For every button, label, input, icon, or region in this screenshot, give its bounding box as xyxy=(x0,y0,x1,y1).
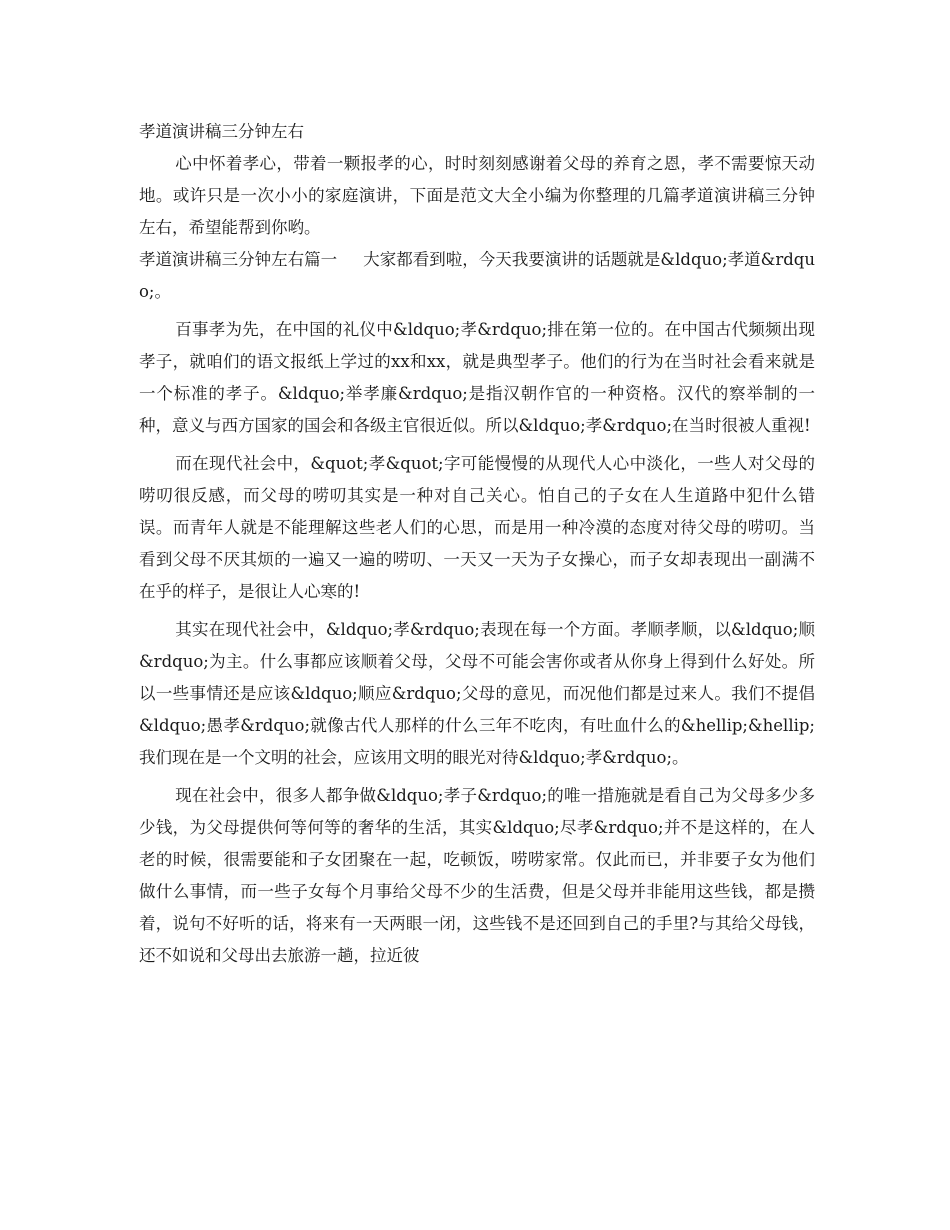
intro-paragraph: 心中怀着孝心，带着一颗报孝的心，时时刻刻感谢着父母的养育之恩，孝不需要惊天动地。或许只是一次小小的家庭演讲，下面是范文大全小编为你整理的几篇孝道演讲稿三分钟左右，希望能帮到你哟。 xyxy=(139,154,815,237)
body-paragraph: 而在现代社会中，&quot;孝&quot;字可能慢慢的从现代人心中淡化，一些人对父母的唠叨很反感，而父母的唠叨其实是一种对自己关心。怕自己的子女在人生道路中犯什么错误。而青年人就是不能理解这些老人们的心思，而是用一种冷漠的态度对待父母的唠叨。当看到父母不厌其烦的一遍又一遍的唠叨、一天又一天为子女操心，而子女却表现出一副满不在乎的样子，是很让人心寒的! xyxy=(139,454,815,601)
document-body xyxy=(139,116,815,972)
body-paragraph: 现在社会中，很多人都争做&ldquo;孝子&rdquo;的唯一措施就是看自己为父母多少多少钱，为父母提供何等何等的奢华的生活，其实&ldquo;尽孝&rdquo;并不是这样的，在人老的时候，很需要能和子女团聚在一起，吃顿饭，唠唠家常。仅此而已，并非要子女为他们做什么事情，而一些子女每个月事给父母不少的生活费，但是父母并非能用这些钱，都是攒着，说句不好听的话，将来有一天两眼一闭，这些钱不是还回到自己的手里?与其给父母钱，还不如说和父母出去旅游一趟，拉近彼 xyxy=(139,786,815,965)
section-heading: 孝道演讲稿三分钟左右篇一 xyxy=(139,250,338,269)
body-paragraph: 其实在现代社会中，&ldquo;孝&rdquo;表现在每一个方面。孝顺孝顺，以&ldquo;顺&rdquo;为主。什么事都应该顺着父母，父母不可能会害你或者从你身上得到什么好处。所以一些事情还是应该&ldquo;顺应&rdquo;父母的意见，而况他们都是过来人。我们不提倡&ldquo;愚孝&rdquo;就像古代人那样的什么三年不吃肉，有吐血什么的&hellip;&hellip;我们现在是一个文明的社会，应该用文明的眼光对待&ldquo;孝&rdquo;。 xyxy=(139,620,815,767)
document-title: 孝道演讲稿三分钟左右 xyxy=(139,122,304,141)
section-opening: 大家都看到啦，今天我要演讲的话题就是&ldquo;孝道&rdquo;。 xyxy=(139,250,815,301)
body-paragraph: 百事孝为先，在中国的礼仪中&ldquo;孝&rdquo;排在第一位的。在中国古代频频出现孝子，就咱们的语文报纸上学过的xx和xx，就是典型孝子。他们的行为在当时社会看来就是一个标准的孝子。&ldquo;举孝廉&rdquo;是指汉朝作官的一种资格。汉代的察举制的一种，意义与西方国家的国会和各级主官很近似。所以&ldquo;孝&rdquo;在当时很被人重视! xyxy=(139,320,815,435)
section-first-paragraph xyxy=(139,244,815,308)
